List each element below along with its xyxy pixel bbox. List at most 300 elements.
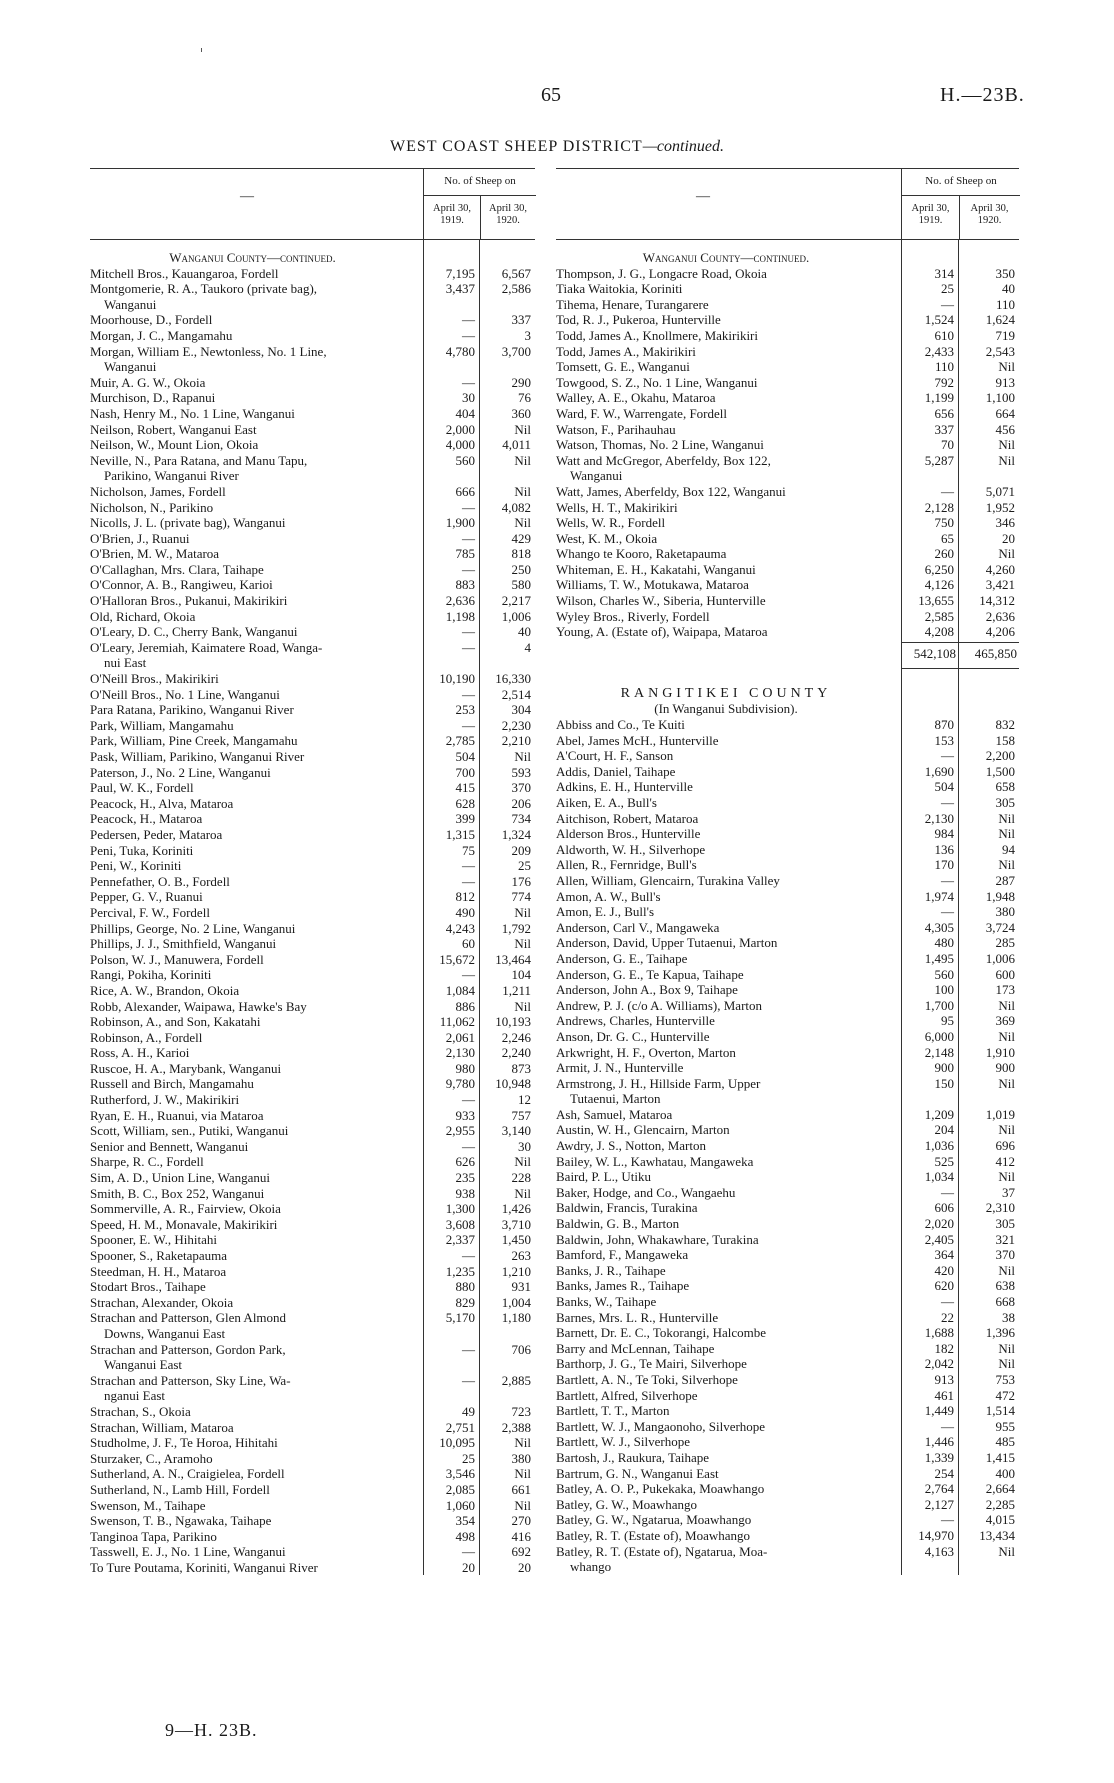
table-row — [90, 1373, 535, 1404]
sheep-1920: 1,210 — [501, 1263, 531, 1279]
table-row — [90, 390, 535, 406]
table-row — [90, 1201, 535, 1217]
sheep-1919: 170 — [934, 857, 954, 873]
sheep-1920: 638 — [995, 1278, 1015, 1294]
sheep-1919: — — [941, 296, 954, 312]
sheep-1920: 370 — [995, 1247, 1015, 1263]
sheep-1919: — — [941, 872, 954, 888]
sheep-1920: Nil — [998, 857, 1015, 873]
table-row — [90, 671, 535, 687]
table-row — [90, 999, 535, 1015]
sheep-1920: 1,792 — [501, 920, 531, 936]
table-row — [556, 281, 1019, 297]
section-subtitle: (In Wanganui Subdivision). — [654, 701, 798, 717]
sheep-1919: — — [941, 1418, 954, 1434]
sheep-1919: 22 — [941, 1309, 954, 1325]
table-row — [90, 577, 535, 593]
sheep-1919: 933 — [455, 1107, 475, 1123]
sheep-1920: Nil — [514, 1466, 531, 1482]
owner-name: Sturzaker, C., Aramoho — [90, 1450, 213, 1466]
sheep-1920: 1,180 — [501, 1310, 531, 1326]
sheep-1920: 1,624 — [985, 312, 1015, 328]
table-row — [556, 811, 1019, 827]
owner-name: Banks, W., Taihape — [556, 1294, 657, 1309]
table-row — [556, 1154, 1019, 1170]
owner-name: Strachan, William, Mataroa — [90, 1419, 234, 1435]
table-row — [556, 1294, 1019, 1310]
owner-name: Rice, A. W., Brandon, Okoia — [90, 982, 240, 998]
sheep-1919: 2,764 — [924, 1481, 954, 1497]
table-row — [90, 344, 535, 375]
table-row — [90, 936, 535, 952]
table-row — [556, 857, 1019, 873]
table-row — [556, 1122, 1019, 1138]
table-row — [90, 1482, 535, 1498]
table-row — [90, 780, 535, 796]
owner-name: Robinson, A., Fordell — [90, 1029, 203, 1045]
table-row — [90, 546, 535, 562]
table-row — [90, 624, 535, 640]
sheep-1920: 1,324 — [501, 826, 531, 842]
sheep-1919: 900 — [934, 1060, 954, 1076]
sheep-1919: 354 — [455, 1513, 475, 1529]
sheep-1920: Nil — [998, 1169, 1015, 1185]
owner-name: Anderson, Carl V., Mangaweka — [556, 919, 720, 935]
table-row — [556, 624, 1019, 640]
sheep-1919: — — [941, 1512, 954, 1528]
owner-name-cont: Wanganui — [570, 468, 623, 484]
sheep-1919: 49 — [462, 1403, 475, 1419]
owner-name: Sim, A. D., Union Line, Wanganui — [90, 1170, 270, 1186]
sheep-1919: 30 — [462, 390, 475, 406]
sheep-1919: 2,785 — [445, 733, 475, 749]
sheep-1919: 150 — [934, 1075, 954, 1091]
sheep-1920: 931 — [511, 1279, 531, 1295]
table-row — [556, 437, 1019, 453]
sheep-1919: 560 — [455, 452, 475, 468]
sheep-1919: 2,130 — [445, 1045, 475, 1061]
left-table-body — [90, 240, 535, 1575]
owner-name: Peacock, H., Mataroa — [90, 811, 203, 827]
table-row — [90, 1498, 535, 1514]
sheep-1919: 1,446 — [924, 1434, 954, 1450]
sheep-1920: 369 — [995, 1013, 1015, 1029]
sheep-1919: 2,148 — [924, 1044, 954, 1060]
sheep-1919: 1,315 — [445, 826, 475, 842]
owner-name: Strachan and Patterson, Glen Almond — [90, 1310, 287, 1326]
table-row — [556, 1310, 1019, 1326]
sheep-1920: 290 — [511, 374, 531, 390]
table-row — [556, 344, 1019, 360]
owner-name: Pedersen, Peder, Mataroa — [90, 826, 223, 842]
owner-name-cont: Tutaenui, Marton — [570, 1091, 661, 1107]
sheep-1920: 873 — [511, 1060, 531, 1076]
sheep-1919: 504 — [934, 779, 954, 795]
sheep-1920: 1,006 — [985, 950, 1015, 966]
header-dash: — — [240, 189, 254, 204]
table-row — [556, 1434, 1019, 1450]
table-row — [90, 702, 535, 718]
owner-name: Todd, James A., Makirikiri — [556, 343, 696, 359]
sheep-1920: 380 — [511, 1450, 531, 1466]
sheep-1920: 1,006 — [501, 608, 531, 624]
sheep-1919: 3,608 — [445, 1216, 475, 1232]
sheep-1920: 4,260 — [985, 561, 1015, 577]
owner-name: O'Neill Bros., No. 1 Line, Wanganui — [90, 686, 280, 702]
sheep-1919: 65 — [941, 530, 954, 546]
sheep-1920: 94 — [1002, 841, 1015, 857]
owner-name: Baldwin, G. B., Marton — [556, 1216, 680, 1232]
table-row — [556, 1497, 1019, 1513]
owner-name: Watt and McGregor, Aberfeldy, Box 122, — [556, 452, 771, 468]
owner-name: Aiken, E. A., Bull's — [556, 795, 657, 810]
table-row — [90, 718, 535, 734]
table-row — [90, 1310, 535, 1341]
sheep-1920: 350 — [995, 265, 1015, 281]
owner-name: Ryan, E. H., Ruanui, via Mataroa — [90, 1107, 264, 1123]
owner-name: O'Callaghan, Mrs. Clara, Taihape — [90, 561, 264, 577]
table-row — [90, 453, 535, 484]
table-row — [90, 1186, 535, 1202]
owner-name: Murchison, D., Rapanui — [90, 390, 216, 406]
owner-name: Tiaka Waitokia, Koriniti — [556, 281, 683, 297]
table-row — [90, 562, 535, 578]
table-row — [556, 1403, 1019, 1419]
owner-name: Amon, E. J., Bull's — [556, 904, 655, 920]
owner-name: Watt, James, Aberfeldy, Box 122, Wanganui — [556, 483, 786, 499]
owner-name: Peni, Tuka, Koriniti — [90, 842, 194, 858]
sheep-1920: 2,230 — [501, 717, 531, 733]
table-row — [90, 749, 535, 765]
sheep-1920: 14,312 — [979, 593, 1015, 609]
owner-name: Towgood, S. Z., No. 1 Line, Wanganui — [556, 374, 758, 390]
sheep-1919: — — [462, 1372, 475, 1388]
owner-name: Montgomerie, R. A., Taukoro (private bag), — [90, 281, 318, 297]
table-row — [90, 1435, 535, 1451]
sheep-1920: 412 — [995, 1153, 1015, 1169]
section-title: RANGITIKEI COUNTY — [620, 685, 832, 701]
sheep-1919: 2,000 — [445, 421, 475, 437]
sheep-1919: 913 — [934, 1371, 954, 1387]
sheep-1919: 1,034 — [924, 1169, 954, 1185]
sheep-1919: 560 — [934, 966, 954, 982]
sheep-1919: 254 — [934, 1465, 954, 1481]
sheep-1920: Nil — [998, 1356, 1015, 1372]
sheep-1920: 900 — [995, 1060, 1015, 1076]
sheep-1920: 2,514 — [501, 686, 531, 702]
owner-name: Pepper, G. V., Ruanui — [90, 889, 203, 905]
sheep-1919: — — [941, 748, 954, 764]
sheep-1919: 235 — [455, 1170, 475, 1186]
table-row — [556, 1045, 1019, 1061]
sheep-1919: 10,190 — [439, 671, 475, 687]
sheep-1919: 15,672 — [439, 951, 475, 967]
sheep-1920: 734 — [511, 811, 531, 827]
table-row — [556, 1169, 1019, 1185]
right-column — [556, 168, 1019, 1575]
sheep-1919: 4,208 — [924, 624, 954, 640]
page-footer: 9—H. 23B. — [165, 1720, 258, 1740]
sheep-1920: 5,071 — [985, 483, 1015, 499]
sheep-1920: 416 — [511, 1528, 531, 1544]
table-row — [556, 500, 1019, 516]
table-row — [556, 515, 1019, 531]
table-row — [556, 889, 1019, 905]
total-1920: 465,850 — [974, 645, 1017, 661]
owner-name: Sutherland, A. N., Craigielea, Fordell — [90, 1466, 285, 1482]
table-row — [90, 1076, 535, 1092]
sheep-1919: 2,020 — [924, 1216, 954, 1232]
table-row — [90, 500, 535, 516]
owner-name: Sommerville, A. R., Fairview, Okoia — [90, 1201, 281, 1217]
sheep-count-label: No. of Sheep on — [925, 175, 997, 187]
owner-name: Spooner, E. W., Hihitahi — [90, 1232, 217, 1248]
owner-name: Barnes, Mrs. L. R., Hunterville — [556, 1309, 719, 1325]
sheep-1920: Nil — [514, 421, 531, 437]
sheep-1920: 1,004 — [501, 1294, 531, 1310]
sheep-1919: 504 — [455, 749, 475, 764]
sheep-1919: 1,199 — [924, 390, 954, 406]
sheep-1919: 25 — [462, 1450, 475, 1466]
page-title — [0, 138, 1114, 156]
table-row — [90, 1045, 535, 1061]
table-row — [90, 858, 535, 874]
sheep-1919: — — [462, 1138, 475, 1154]
table-row — [556, 484, 1019, 500]
table-row — [90, 531, 535, 547]
sheep-1919: 136 — [934, 841, 954, 857]
owner-name: Anson, Dr. G. C., Hunterville — [556, 1028, 710, 1044]
table-row — [90, 437, 535, 453]
sheep-1920: 337 — [511, 312, 531, 328]
sheep-1920: 13,464 — [495, 951, 531, 967]
sheep-1920: 380 — [995, 904, 1015, 920]
owner-name: Barnett, Dr. E. C., Tokorangi, Halcombe — [556, 1325, 767, 1341]
table-row — [90, 1154, 535, 1170]
sheep-1919: — — [462, 530, 475, 546]
owner-name: Sharpe, R. C., Fordell — [90, 1154, 204, 1170]
table-row — [556, 842, 1019, 858]
sheep-1920: 3,421 — [985, 577, 1015, 593]
owner-name: Tihema, Henare, Turangarere — [556, 296, 709, 312]
owner-name: Thompson, J. G., Longacre Road, Okoia — [556, 265, 767, 281]
table-row — [90, 1061, 535, 1077]
sheep-1920: 1,396 — [985, 1325, 1015, 1341]
sheep-1920: Nil — [514, 1154, 531, 1170]
sheep-1919: 6,250 — [924, 561, 954, 577]
table-row — [90, 952, 535, 968]
table-row — [556, 1013, 1019, 1029]
owner-name: Strachan, Alexander, Okoia — [90, 1294, 234, 1310]
sheep-1920: 360 — [511, 405, 531, 421]
sheep-1920: 1,100 — [985, 390, 1015, 406]
sheep-1920: 706 — [511, 1341, 531, 1357]
table-row — [556, 1278, 1019, 1294]
sheep-1920: 370 — [511, 780, 531, 796]
owner-name: O'Halloran Bros., Pukanui, Makirikiri — [90, 593, 288, 609]
sheep-1919: 14,970 — [918, 1527, 954, 1543]
table-row — [90, 484, 535, 500]
owner-name-cont: Downs, Wanganui East — [104, 1325, 226, 1341]
owner-name: Phillips, George, No. 2 Line, Wanganui — [90, 920, 296, 936]
owner-name: Peacock, H., Alva, Mataroa — [90, 795, 234, 811]
table-row — [556, 873, 1019, 889]
table-row — [556, 1544, 1019, 1575]
page-number: 65 — [541, 84, 561, 106]
sheep-1919: — — [462, 312, 475, 328]
owner-name: Nicholson, N., Parikino — [90, 499, 214, 515]
table-row — [556, 562, 1019, 578]
sheep-1919: 3,437 — [445, 281, 475, 297]
table-row — [90, 609, 535, 625]
owner-name: Tasswell, E. J., No. 1 Line, Wanganui — [90, 1544, 286, 1560]
table-row — [90, 1466, 535, 1482]
owner-name-cont: Parikino, Wanganui River — [104, 468, 239, 484]
sheep-1920: 1,910 — [985, 1044, 1015, 1060]
sheep-1919: 984 — [934, 826, 954, 842]
sheep-1919: 153 — [934, 732, 954, 748]
owner-name: Williams, T. W., Motukawa, Mataroa — [556, 577, 749, 593]
sheep-1920: 40 — [1002, 281, 1015, 297]
left-table-header — [90, 168, 535, 240]
sheep-1920: 2,664 — [985, 1481, 1015, 1497]
sheep-1919: — — [462, 499, 475, 515]
sheep-1919: — — [941, 795, 954, 810]
sheep-1920: 1,211 — [502, 982, 531, 998]
owner-name: Abel, James McH., Hunterville — [556, 732, 719, 748]
sheep-1920: 285 — [995, 935, 1015, 951]
sheep-1920: 664 — [995, 405, 1015, 421]
table-row — [556, 904, 1019, 920]
sheep-1919: 1,449 — [924, 1403, 954, 1419]
sheep-1920: 818 — [511, 546, 531, 562]
section-heading — [556, 686, 1019, 702]
owner-name: Robinson, A., and Son, Kakatahi — [90, 1014, 261, 1030]
owner-name: Senior and Bennett, Wanganui — [90, 1138, 249, 1154]
sheep-1919: 938 — [455, 1185, 475, 1201]
sheep-1919: — — [462, 1341, 475, 1357]
sheep-1919: 20 — [462, 1559, 475, 1575]
sheep-1919: 666 — [455, 483, 475, 499]
table-row — [90, 1279, 535, 1295]
table-row — [90, 967, 535, 983]
owner-name: Bartlett, W. J., Mangaonoho, Silverhope — [556, 1418, 766, 1434]
sheep-1920: 263 — [511, 1248, 531, 1263]
sheep-1919: 2,405 — [924, 1231, 954, 1247]
sheep-1920: Nil — [998, 546, 1015, 562]
sheep-1920: 774 — [511, 889, 531, 905]
sheep-1920: 3 — [524, 327, 531, 343]
sheep-1919: 750 — [934, 515, 954, 531]
sheep-1919: 314 — [934, 265, 954, 281]
sheep-1920: Nil — [514, 515, 531, 531]
owner-name: O'Brien, J., Ruanui — [90, 530, 190, 546]
table-row — [90, 375, 535, 391]
owner-name: Bartlett, T. T., Marton — [556, 1403, 670, 1419]
col-1919-header: April 30, 1919. — [433, 203, 471, 226]
sheep-1920: 10,948 — [495, 1076, 531, 1092]
sheep-1919: 100 — [934, 982, 954, 998]
sheep-1919: 25 — [941, 281, 954, 297]
table-row — [90, 1232, 535, 1248]
table-row — [90, 312, 535, 328]
owner-name: Baldwin, Francis, Turakina — [556, 1200, 698, 1216]
total-row — [556, 640, 1019, 674]
sheep-1919: 5,287 — [924, 452, 954, 468]
owner-name: Armit, J. N., Hunterville — [556, 1060, 684, 1076]
sheep-1920: 40 — [518, 624, 531, 640]
sheep-1920: Nil — [514, 1185, 531, 1201]
owner-name: West, K. M., Okoia — [556, 530, 658, 546]
sheep-1920: 2,885 — [501, 1372, 531, 1388]
sheep-1920: 658 — [995, 779, 1015, 795]
table-row — [90, 1264, 535, 1280]
table-row — [556, 1481, 1019, 1497]
sheep-1920: 593 — [511, 764, 531, 780]
sheep-count-label: No. of Sheep on — [444, 175, 516, 187]
sheep-1920: 4,206 — [985, 624, 1015, 640]
section-heading — [556, 250, 1019, 266]
sheep-1920: 600 — [995, 966, 1015, 982]
sheep-1919: — — [462, 561, 475, 577]
owner-name: Bartlett, A. N., Te Toki, Silverhope — [556, 1371, 738, 1387]
owner-name: Park, William, Pine Creek, Mangamahu — [90, 733, 298, 749]
table-row — [556, 1325, 1019, 1341]
sheep-1920: 104 — [511, 967, 531, 983]
owner-name: Batley, R. T. (Estate of), Ngatarua, Moa- — [556, 1543, 768, 1559]
sheep-1920: 719 — [995, 327, 1015, 343]
sheep-1920: 20 — [518, 1559, 531, 1575]
sheep-1920: 3,724 — [985, 919, 1015, 935]
sheep-1919: 2,636 — [445, 593, 475, 609]
sheep-1920: 757 — [511, 1107, 531, 1123]
sheep-1919: — — [941, 1294, 954, 1309]
left-column — [90, 168, 535, 1575]
sheep-1919: 420 — [934, 1262, 954, 1278]
sheep-1919: 461 — [934, 1387, 954, 1403]
table-row — [90, 1217, 535, 1233]
owner-name: O'Brien, M. W., Mataroa — [90, 546, 220, 562]
owner-name: Banks, J. R., Taihape — [556, 1262, 666, 1278]
owner-name: Watson, Thomas, No. 2 Line, Wanganui — [556, 437, 764, 453]
sheep-1919: 4,780 — [445, 343, 475, 359]
sheep-1920: 37 — [1002, 1184, 1015, 1200]
owner-name: Strachan, S., Okoia — [90, 1403, 191, 1419]
table-row — [90, 765, 535, 781]
owner-name: Batley, R. T. (Estate of), Moawhango — [556, 1527, 750, 1543]
sheep-1919: 626 — [455, 1154, 475, 1170]
owner-name: Strachan and Patterson, Sky Line, Wa- — [90, 1372, 291, 1388]
owner-name: Ruscoe, H. A., Marybank, Wanganui — [90, 1060, 282, 1076]
sheep-1919: 1,235 — [445, 1263, 475, 1279]
table-row — [556, 266, 1019, 282]
sheep-1919: — — [462, 1092, 475, 1108]
owner-name: Nicolls, J. L. (private bag), Wanganui — [90, 515, 286, 531]
owner-name: Anderson, John A., Box 9, Taihape — [556, 982, 738, 998]
table-row — [90, 905, 535, 921]
table-row — [556, 593, 1019, 609]
sheep-1919: 2,337 — [445, 1232, 475, 1248]
table-row — [556, 1450, 1019, 1466]
sheep-1919: — — [941, 904, 954, 920]
table-row — [90, 266, 535, 282]
sheep-1920: Nil — [514, 1497, 531, 1513]
sheep-1920: 723 — [511, 1403, 531, 1419]
owner-name: Whiteman, E. H., Kakatahi, Wanganui — [556, 561, 756, 577]
sheep-1920: 429 — [511, 530, 531, 546]
sheep-1919: 2,585 — [924, 608, 954, 624]
owner-name: Armstrong, J. H., Hillside Farm, Upper — [556, 1075, 761, 1091]
